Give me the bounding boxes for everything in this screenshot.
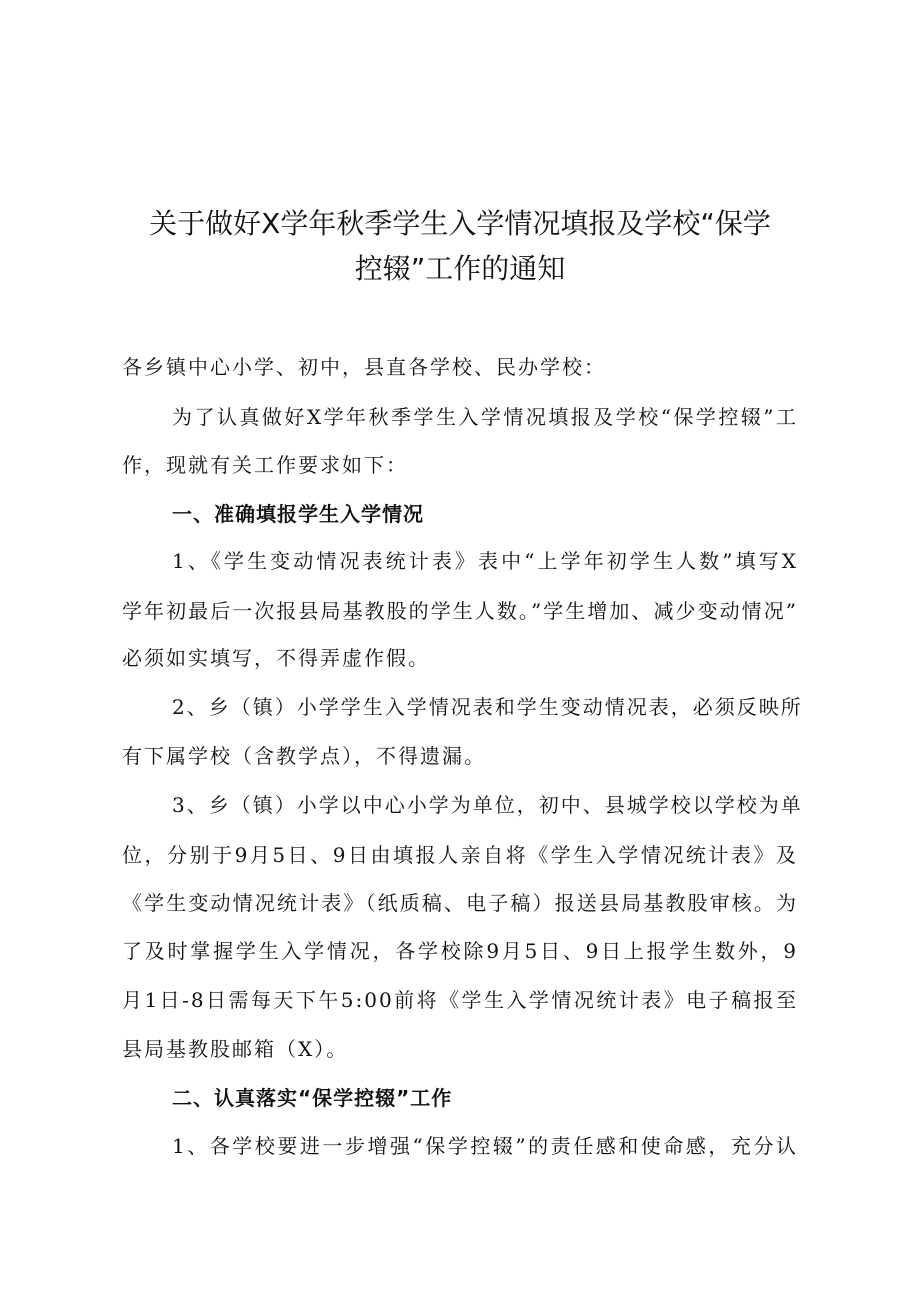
section-1-heading: 一、准确填报学生入学情况 <box>172 502 424 526</box>
section-1-item-3-line-1: 3、乡（镇）小学以中心小学为单位，初中、县城学校以学校为单 <box>172 793 803 817</box>
section-1-item-1-line-1: 1、《学生变动情况表统计表》表中“上学年初学生人数”填写X <box>172 549 798 573</box>
section-1-item-3-line-2: 位，分别于9月5日、9日由填报人亲自将《学生入学情况统计表》及 <box>122 843 798 867</box>
section-2-heading: 二、认真落实“保学控辍”工作 <box>172 1086 453 1110</box>
section-1-item-3-line-4: 了及时掌握学生入学情况，各学校除9月5日、9日上报学生数外，9 <box>122 939 798 963</box>
section-1-item-1-line-3: 必须如实填写，不得弄虚作假。 <box>122 646 430 670</box>
section-1-item-3-line-6: 县局基教股邮箱（X）。 <box>122 1037 349 1061</box>
intro-line-1: 为了认真做好X学年秋季学生入学情况填报及学校“保学控辍”工 <box>172 405 798 429</box>
section-1-item-1-line-2: 学年初最后一次报县局基教股的学生人数。”学生增加、减少变动情况” <box>122 599 798 623</box>
intro-line-2: 作，现就有关工作要求如下： <box>122 453 408 477</box>
section-1-item-3-line-5: 月1日-8日需每天下午5:00前将《学生入学情况统计表》电子稿报至 <box>122 988 798 1012</box>
salutation: 各乡镇中心小学、初中，县直各学校、民办学校： <box>122 355 606 379</box>
section-1-item-2-line-2: 有下属学校（含教学点），不得遗漏。 <box>122 744 486 768</box>
document-title-line-2: 控辍”工作的通知 <box>354 252 566 285</box>
section-1-item-3-line-3: 《学生变动情况统计表》（纸质稿、电子稿）报送县局基教股审核。为 <box>122 891 798 915</box>
section-2-item-1-line-1: 1、各学校要进一步增强“保学控辍”的责任感和使命感，充分认 <box>172 1134 798 1158</box>
document-title-line-1: 关于做好X学年秋季学生入学情况填报及学校“保学 <box>149 207 771 240</box>
section-1-item-2-line-1: 2、乡（镇）小学学生入学情况表和学生变动情况表，必须反映所 <box>172 695 803 719</box>
